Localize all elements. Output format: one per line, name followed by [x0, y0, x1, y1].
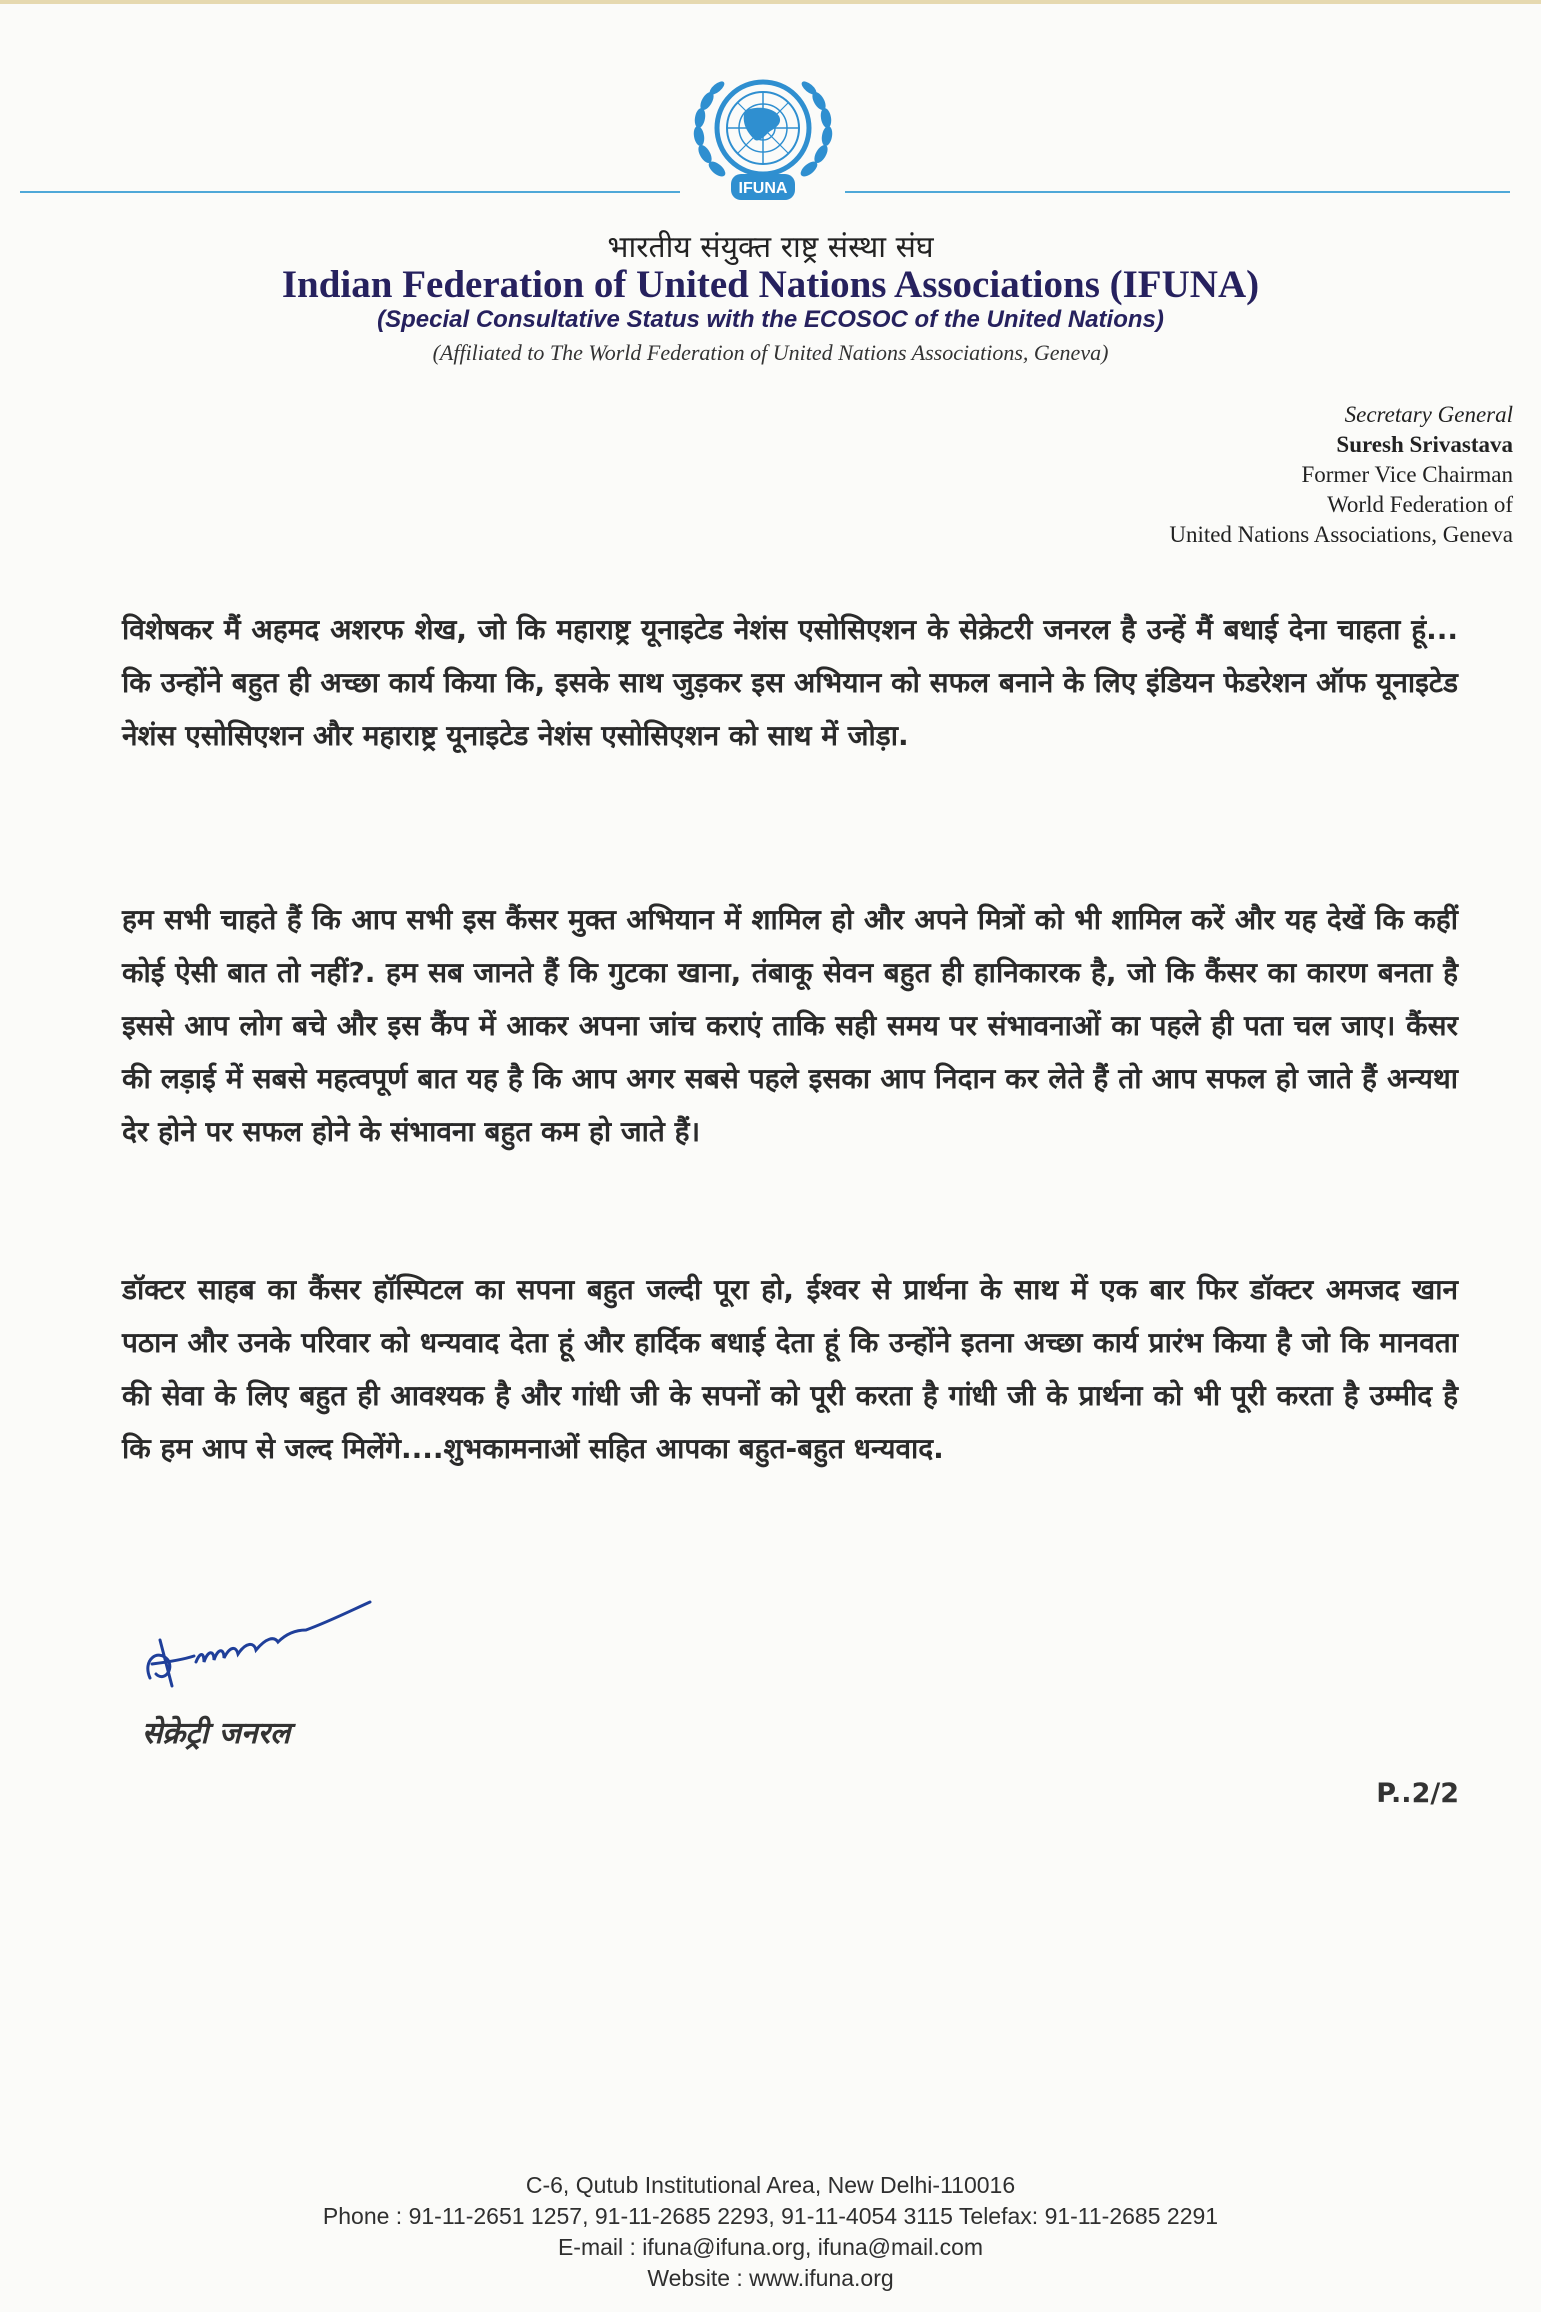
body-paragraph-2: हम सभी चाहते हैं कि आप सभी इस कैंसर मुक्त अभियान में शामिल हो और अपने मित्रों को भी शामिल करें और यह देखें कि कहीं कोई ऐसी बात तो नहीं?. हम सब जानते हैं कि गुटका खाना, तंबाकू सेवन बहुत ही हानिकारक है, जो कि कैंसर का कारण बनता है इससे आप लोग बचे और इस कैंप में आकर अपना जांच कराएं ताकि सही समय पर संभावनाओं का पहले ही पता चल जाए। कैंसर की लड़ाई में सबसे महत्वपूर्ण बात यह है कि आप अगर सबसे पहले इसका आप निदान कर लेते हैं तो आप सफल हो जाते हैं अन्यथा देर होने पर सफल होने के संभावना बहुत कम हो जाते हैं। — [122, 903, 1458, 1148]
footer-email: E-mail : ifuna@ifuna.org, ifuna@mail.com — [557, 2234, 984, 2260]
signatory-block — [1169, 400, 1513, 550]
globe-icon — [717, 82, 809, 174]
signature-label: सेक्रेट्री जनरल — [142, 1716, 291, 1751]
org-name: Indian Federation of United Nations Associations (IFUNA) — [281, 263, 1260, 306]
logo-text: IFUNA — [738, 180, 788, 197]
ifuna-logo — [683, 66, 843, 206]
header-rule-right — [845, 191, 1510, 193]
footer — [0, 2170, 1541, 2294]
signatory-title: Secretary General — [1344, 402, 1513, 427]
page-number: P..2/2 — [1376, 1778, 1459, 1809]
handwritten-signature — [138, 1590, 378, 1700]
signatory-line-1: Former Vice Chairman — [1301, 462, 1513, 487]
consultative-status: (Special Consultative Status with the ECOSOC of the United Nations) — [377, 306, 1164, 333]
signatory-line-3: United Nations Associations, Geneva — [1169, 522, 1513, 547]
body-paragraph-3: डॉक्टर साहब का कैंसर हॉस्पिटल का सपना बहुत जल्दी पूरा हो, ईश्वर से प्रार्थना के साथ में एक बार फिर डॉक्टर अमजद खान पठान और उनके परिवार को धन्यवाद देता हूं और हार्दिक बधाई देता हूं कि उन्होंने इतना अच्छा कार्य प्रारंभ किया है जो कि मानवता की सेवा के लिए बहुत ही आवश्यक है और गांधी जी के सपनों को पूरी करता है गांधी जी के प्रार्थना को भी पूरी करता है उम्मीद है कि हम आप से जल्द मिलेंगे....शुभकामनाओं सहित आपका बहुत-बहुत धन्यवाद. — [122, 1273, 1458, 1465]
signatory-line-2: World Federation of — [1327, 492, 1513, 517]
page-top-edge — [0, 0, 1541, 4]
hindi-org-name: भारतीय संयुक्त राष्ट्र संस्था संघ — [607, 230, 934, 265]
body-paragraph-1: विशेषकर मैं अहमद अशरफ शेख, जो कि महाराष्ट्र यूनाइटेड नेशंस एसोसिएशन के सेक्रेटरी जनरल है उन्हें मैं बधाई देना चाहता हूं... कि उन्होंने बहुत ही अच्छा कार्य किया कि, इसके साथ जुड़कर इस अभियान को सफल बनाने के लिए इंडियन फेडरेशन ऑफ यूनाइटेड नेशंस एसोसिएशन और महाराष्ट्र यूनाइटेड नेशंस एसोसिएशन को साथ में जोड़ा. — [122, 613, 1458, 752]
footer-phone: Phone : 91-11-2651 1257, 91-11-2685 2293, 91-11-4054 3115 Telefax: 91-11-2685 2291 — [322, 2203, 1219, 2229]
signatory-name: Suresh Srivastava — [1336, 432, 1513, 457]
footer-website: Website : www.ifuna.org — [647, 2265, 894, 2291]
footer-address: C-6, Qutub Institutional Area, New Delhi-110016 — [525, 2172, 1016, 2198]
header-rule-left — [20, 191, 680, 193]
affiliation-line: (Affiliated to The World Federation of United Nations Associations, Geneva) — [432, 340, 1109, 365]
